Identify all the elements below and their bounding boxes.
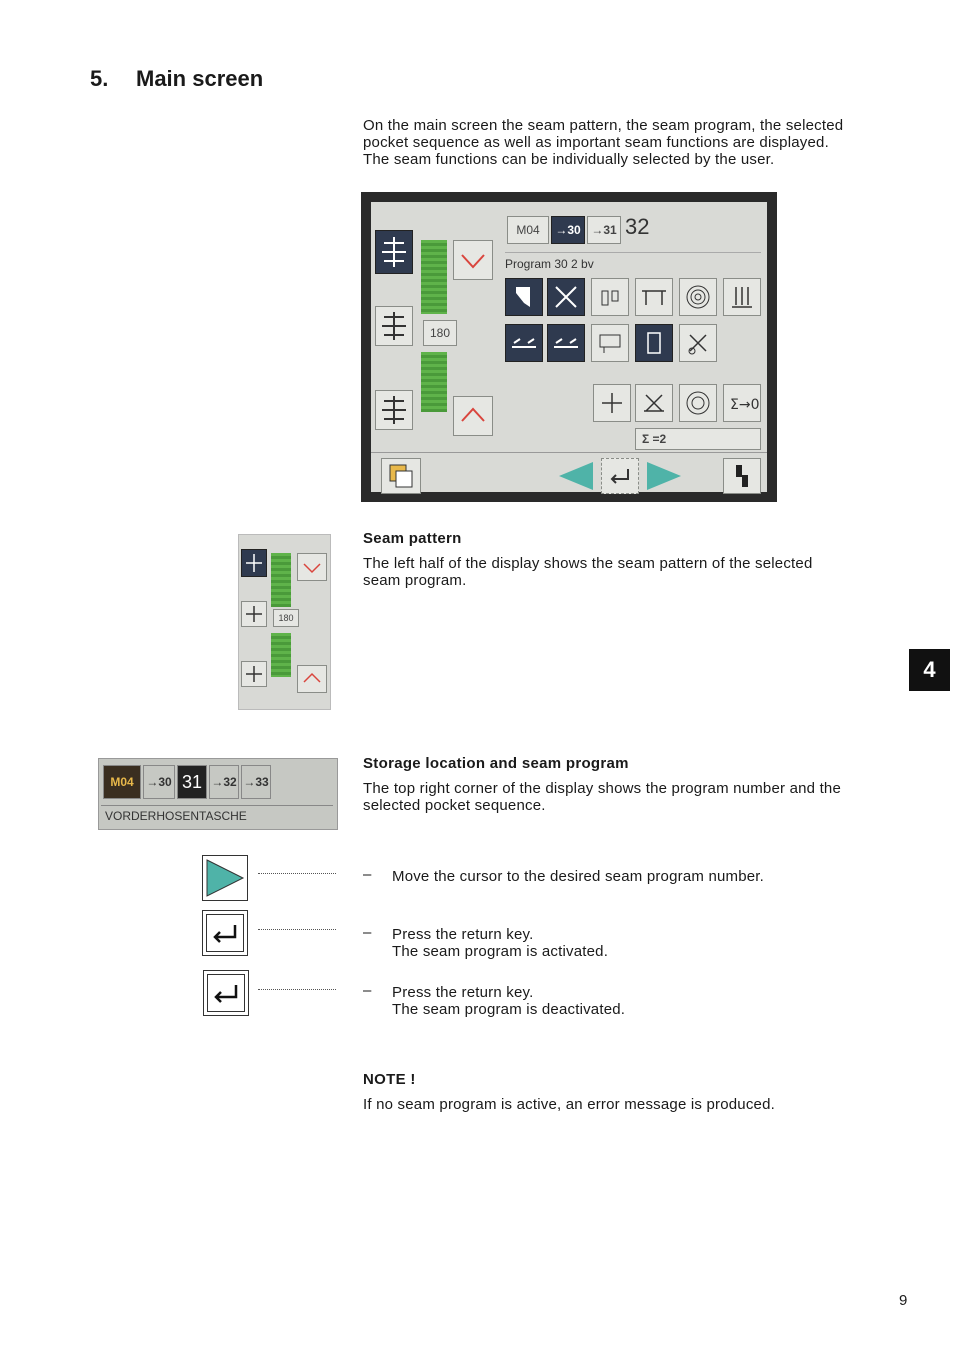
stacker-count-icon[interactable] xyxy=(679,384,717,422)
menu-toggle-icon[interactable] xyxy=(723,458,761,494)
seam-pattern-line: The left half of the display shows the seam pattern of the selected xyxy=(363,555,813,572)
step-line: Press the return key. xyxy=(392,926,534,943)
label-icon[interactable] xyxy=(591,324,629,362)
storage-heading: Storage location and seam program xyxy=(363,755,629,772)
step-line: Press the return key. xyxy=(392,984,534,1001)
step-dash: – xyxy=(363,924,372,941)
intro-paragraph xyxy=(363,117,843,168)
thumb-program-name: VORDERHOSENTASCHE xyxy=(101,805,333,825)
thumb-seam-lower xyxy=(271,633,291,677)
step-line: The seam program is deactivated. xyxy=(392,1001,626,1018)
tab-program-31[interactable]: →31 xyxy=(587,216,621,244)
stacker-icon[interactable] xyxy=(679,278,717,316)
seam-line-lower xyxy=(421,352,447,412)
return-key-button[interactable] xyxy=(601,458,639,494)
thumb-tab-32: →32 xyxy=(209,765,239,799)
arrow-right-key-icon xyxy=(202,855,248,901)
clamp-icon[interactable] xyxy=(591,278,629,316)
arrow-left-button[interactable] xyxy=(557,460,595,497)
thumb-tab-31: 31 xyxy=(177,765,207,799)
return-key-icon xyxy=(203,970,249,1016)
scroll-up-button[interactable] xyxy=(453,396,493,436)
step-dash: – xyxy=(363,982,372,999)
cross-icon[interactable] xyxy=(547,278,585,316)
feed-right-icon[interactable] xyxy=(547,324,585,362)
step-2-text xyxy=(392,926,608,960)
seam-length-value[interactable]: 180 xyxy=(423,320,457,346)
page-number: 9 xyxy=(899,1292,908,1309)
seam-corner-icon-middle[interactable] xyxy=(375,306,413,346)
lcd-display xyxy=(371,202,767,492)
pocket-shape-icon[interactable] xyxy=(505,278,543,316)
storage-thumbnail xyxy=(98,758,338,830)
program-name: Program 30 2 bv xyxy=(505,252,761,271)
seam-pattern-line: seam program. xyxy=(363,572,467,589)
seam-line-upper xyxy=(421,240,447,314)
seam-corner-small-icon[interactable] xyxy=(593,384,631,422)
step-line: Move the cursor to the desired seam program number. xyxy=(392,868,765,885)
section-title: Main screen xyxy=(136,66,264,91)
storage-line: selected pocket sequence. xyxy=(363,797,546,814)
thumb-corner-icon-top xyxy=(241,549,267,577)
tab-storage-m04[interactable]: M04 xyxy=(507,216,549,244)
thread-cut-icon[interactable] xyxy=(679,324,717,362)
needle-down-icon[interactable] xyxy=(723,278,761,316)
return-key-icon xyxy=(202,910,248,956)
leader-dots xyxy=(258,989,336,990)
step-dash: – xyxy=(363,866,372,883)
chapter-tab: 4 xyxy=(909,649,950,691)
section-number: 5. xyxy=(90,66,109,91)
thumb-corner-icon-bottom xyxy=(241,661,267,687)
seam-corner-icon-bottom[interactable] xyxy=(375,390,413,430)
seam-pattern-text xyxy=(363,555,812,589)
arrow-right-button[interactable] xyxy=(645,460,683,497)
thumb-seam-upper xyxy=(271,553,291,607)
copy-pages-icon[interactable] xyxy=(381,458,421,494)
step-3-text xyxy=(392,984,625,1018)
thumb-tab-m04: M04 xyxy=(103,765,141,799)
scroll-down-button[interactable] xyxy=(453,240,493,280)
note-heading: NOTE ! xyxy=(363,1071,416,1088)
svg-text:Σ→0: Σ→0 xyxy=(730,397,760,413)
intro-line: On the main screen the seam pattern, the seam program, the selected xyxy=(363,117,844,134)
thumb-tab-33: →33 xyxy=(241,765,271,799)
folder-icon[interactable] xyxy=(635,278,673,316)
bottom-divider xyxy=(371,452,767,453)
counter-reset-icon[interactable] xyxy=(723,384,761,422)
leader-dots xyxy=(258,873,336,874)
pocket-insert-icon[interactable] xyxy=(635,324,673,362)
step-line: The seam program is activated. xyxy=(392,943,609,960)
tab-program-30[interactable]: →30 xyxy=(551,216,585,244)
feed-left-icon[interactable] xyxy=(505,324,543,362)
storage-text xyxy=(363,780,841,814)
section-heading xyxy=(90,66,263,92)
seam-pattern-thumbnail xyxy=(238,534,331,710)
seam-corner-icon-top[interactable] xyxy=(375,230,413,274)
thumb-corner-icon-middle xyxy=(241,601,267,627)
note-text: If no seam program is active, an error message is produced. xyxy=(363,1096,775,1113)
storage-line: The top right corner of the display shows the program number and the xyxy=(363,780,842,797)
thumb-tab-30: →30 xyxy=(143,765,175,799)
program-number: 32 xyxy=(625,214,650,239)
intro-line: pocket sequence as well as important seam functions are displayed. xyxy=(363,134,829,151)
thumb-down-icon xyxy=(297,553,327,581)
intro-line: The seam functions can be individually selected by the user. xyxy=(363,151,775,168)
thumb-up-icon xyxy=(297,665,327,693)
main-screen-photo xyxy=(361,192,777,502)
leader-dots xyxy=(258,929,336,930)
thumb-seam-value: 180 xyxy=(273,609,299,627)
step-1-text xyxy=(392,868,764,885)
seam-pattern-heading: Seam pattern xyxy=(363,530,462,547)
piece-counter: Σ =2 xyxy=(635,428,761,450)
thread-trim-icon[interactable] xyxy=(635,384,673,422)
